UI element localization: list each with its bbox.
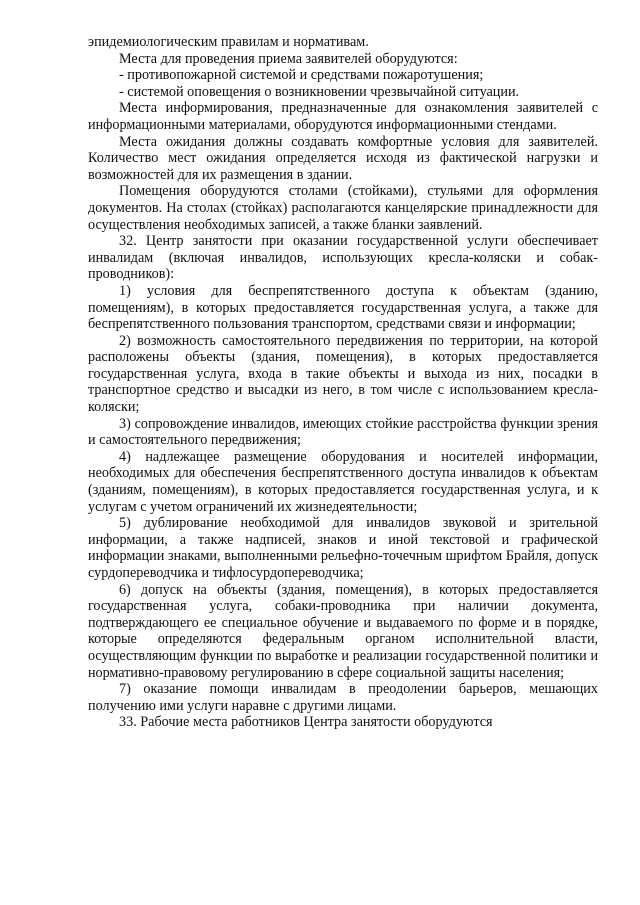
list-item-2: 2) возможность самостоятельного передвижения по территории, на которой расположены объекты (здания, помещения), в которых предоставляется государственная услуга, входа в такие объекты и выхода из них, посадки в транспортное средство и высадки из него, в том числе с использованием кресла-коляски;	[88, 332, 598, 416]
paragraph-waiting-places: Места ожидания должны создавать комфортные условия для заявителей. Количество мест ожидания определяется исходя из фактической нагрузки и возможностей для их размещения в здании.	[88, 133, 598, 183]
list-item-3: 3) сопровождение инвалидов, имеющих стойкие расстройства функции зрения и самостоятельного передвижения;	[88, 415, 598, 449]
list-item-7: 7) оказание помощи инвалидам в преодолении барьеров, мешающих получению ими услуги наравне с другими лицами.	[88, 681, 598, 714]
paragraph-reception-places: Места для проведения приема заявителей оборудуются:	[119, 50, 458, 67]
list-item-6: 6) допуск на объекты (здания, помещения), в которых предоставляется государственная услуга, собаки-проводника при наличии документа, подтверждающего ее специальное обучение и выдаваемого по форме и в порядке, которые определяются федеральным органом исполнительной власти, осуществляющим функции по выработке и реализации государственной политики и нормативно-правовому регулированию в сфере социальной защиты населения;	[88, 581, 598, 681]
list-item-4: 4) надлежащее размещение оборудования и носителей информации, необходимых для обеспечения беспрепятственного доступа инвалидов к объектам (зданиям, помещениям), в которых предоставляется государственная услуга, и к услугам с учетом ограничений их жизнедеятельности;	[88, 448, 598, 515]
list-item-5: 5) дублирование необходимой для инвалидов звуковой и зрительной информации, а также надписей, знаков и иной текстовой и графической информации знаками, выполненными рельефно-точечным шрифтом Брайля, допуск сурдопереводчика и тифлосурдопереводчика;	[88, 515, 598, 581]
list-item-fire-system: - противопожарной системой и средствами пожаротушения;	[119, 67, 484, 84]
paragraph-continuation: эпидемиологическим правилам и нормативам.	[88, 34, 369, 50]
paragraph-section-33: 33. Рабочие места работников Центра занятости оборудуются	[119, 714, 493, 731]
paragraph-section-32: 32. Центр занятости при оказании государственной услуги обеспечивает инвалидам (включая инвалидов, использующих кресла-коляски и собак-проводников):	[88, 233, 598, 283]
paragraph-rooms-equipment: Помещения оборудуются столами (стойками), стульями для оформления документов. На столах (стойках) располагаются канцелярские принадлежности для осуществления необходимых записей, а также бланки заявлений.	[88, 183, 598, 233]
paragraph-information-places: Места информирования, предназначенные для ознакомления заявителей с информационными материалами, оборудуются информационными стендами.	[88, 100, 598, 133]
list-item-alert-system: - системой оповещения о возникновении чрезвычайной ситуации.	[119, 83, 520, 100]
list-item-1: 1) условия для беспрепятственного доступа к объектам (зданию, помещениям), в которых предоставляется государственная услуга, а также для беспрепятственного пользования транспортом, средствами связи и информации;	[88, 282, 598, 333]
document-page	[88, 34, 598, 731]
